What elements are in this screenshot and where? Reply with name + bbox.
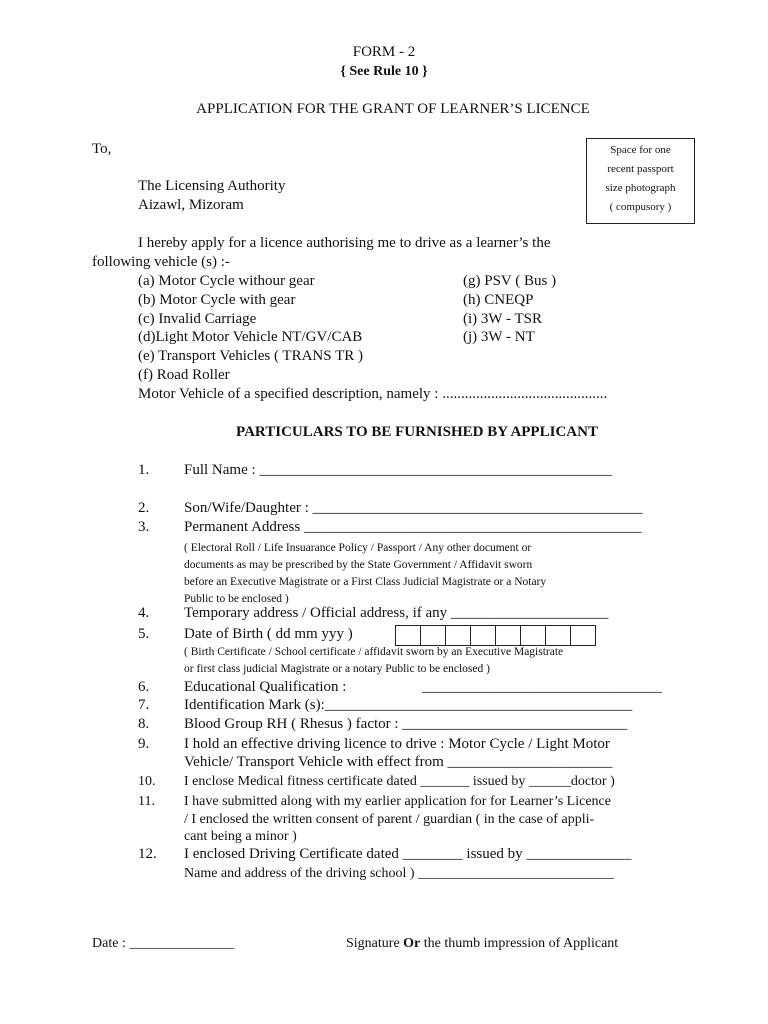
vehicle-class-item: (g) PSV ( Bus ): [463, 273, 557, 289]
signature-label: Signature: [346, 936, 404, 951]
signature-label: the thumb impression of Applicant: [420, 936, 619, 951]
item-number: 1.: [138, 462, 150, 478]
vehicle-class-item: (f) Road Roller: [138, 367, 230, 383]
section-title: PARTICULARS TO BE FURNISHED BY APPLICANT: [236, 424, 598, 440]
driving-certificate-field[interactable]: I enclosed Driving Certificate dated ________ issued by ______________: [184, 846, 632, 862]
item-number: 5.: [138, 626, 150, 642]
photo-placeholder-box: [586, 138, 695, 224]
item-number: 9.: [138, 736, 150, 752]
blood-group-field[interactable]: Blood Group RH ( Rhesus ) factor : ______________________________: [184, 716, 628, 732]
education-field[interactable]: ________________________________: [422, 679, 662, 695]
item-number: 7.: [138, 697, 150, 713]
vehicle-class-item: (d)Light Motor Vehicle NT/GV/CAB: [138, 329, 363, 345]
dob-digit-box[interactable]: [420, 625, 446, 646]
item-number: 11.: [138, 794, 155, 809]
earlier-application-text: I have submitted along with my earlier application for for Learner’s Licence: [184, 794, 611, 809]
date-field[interactable]: Date : _______________: [92, 936, 235, 951]
vehicle-class-item: (i) 3W - TSR: [463, 311, 543, 327]
item-number: 10.: [138, 774, 156, 789]
identification-mark-field[interactable]: Identification Mark (s):_________________________________________: [184, 697, 633, 713]
date-of-birth-boxes[interactable]: [395, 625, 595, 646]
vehicle-class-item: (j) 3W - NT: [463, 329, 535, 345]
item-note: ( Birth Certificate / School certificate / affidavit sworn by an Executive Magistrate: [184, 646, 564, 658]
dob-digit-box[interactable]: [570, 625, 596, 646]
item-note: documents as may be prescribed by the State Government / Affidavit sworn: [184, 559, 533, 571]
authority-location: Aizawl, Mizoram: [138, 197, 244, 213]
medical-certificate-field[interactable]: I enclose Medical fitness certificate dated _______ issued by ______doctor ): [184, 774, 615, 789]
dob-digit-box[interactable]: [445, 625, 471, 646]
form-title: APPLICATION FOR THE GRANT OF LEARNER’S LICENCE: [196, 101, 590, 117]
dob-digit-box[interactable]: [395, 625, 421, 646]
item-number: 2.: [138, 500, 150, 516]
item-note: or first class judicial Magistrate or a notary Public to be enclosed ): [184, 663, 490, 675]
item-note: Public to be enclosed ): [184, 593, 289, 605]
item-note: ( Electoral Roll / Life Insuarance Policy / Passport / Any other document or: [184, 542, 532, 554]
item-number: 8.: [138, 716, 150, 732]
vehicle-class-item: (e) Transport Vehicles ( TRANS TR ): [138, 348, 363, 364]
driving-school-field[interactable]: Name and address of the driving school ) ____________________________: [184, 866, 615, 881]
intro-text: I hereby apply for a licence authorising me to drive as a learner’s the: [138, 235, 551, 251]
item-number: 3.: [138, 519, 150, 535]
item-number: 12.: [138, 846, 157, 862]
photo-box-line: recent passport: [607, 163, 674, 175]
date-of-birth-label: Date of Birth ( dd mm yyy ): [184, 626, 353, 642]
vehicle-class-item: (b) Motor Cycle with gear: [138, 292, 296, 308]
photo-box-line: ( compusory ): [609, 201, 672, 213]
education-label: Educational Qualification :: [184, 679, 347, 695]
salutation: To,: [92, 141, 112, 157]
photo-box-line: Space for one: [610, 144, 671, 156]
signature-or: Or: [403, 936, 421, 951]
rule-reference: { See Rule 10 }: [340, 64, 428, 79]
full-name-field[interactable]: Full Name : _______________________________________________: [184, 462, 612, 478]
earlier-application-text: / I enclosed the written consent of parent / guardian ( in the case of appli-: [184, 812, 595, 827]
relation-field[interactable]: Son/Wife/Daughter : ____________________________________________: [184, 500, 643, 516]
licence-effect-field[interactable]: Vehicle/ Transport Vehicle with effect from ______________________: [184, 754, 613, 770]
item-number: 4.: [138, 605, 150, 621]
photo-box-line: size photograph: [605, 182, 676, 194]
authority-name: The Licensing Authority: [138, 178, 286, 194]
temporary-address-field[interactable]: Temporary address / Official address, if any _____________________: [184, 605, 609, 621]
specified-vehicle-line: Motor Vehicle of a specified description, namely : ............................................: [138, 386, 608, 402]
dob-digit-box[interactable]: [545, 625, 571, 646]
intro-text: following vehicle (s) :-: [92, 254, 230, 270]
permanent-address-field[interactable]: Permanent Address _____________________________________________: [184, 519, 642, 535]
vehicle-class-item: (a) Motor Cycle withour gear: [138, 273, 315, 289]
dob-digit-box[interactable]: [470, 625, 496, 646]
signature-line: [346, 936, 618, 952]
earlier-application-text: cant being a minor ): [184, 829, 297, 844]
form-number: FORM - 2: [352, 44, 416, 60]
item-number: 6.: [138, 679, 150, 695]
vehicle-class-item: (h) CNEQP: [463, 292, 534, 308]
driving-licence-text: I hold an effective driving licence to drive : Motor Cycle / Light Motor: [184, 736, 610, 752]
dob-digit-box[interactable]: [520, 625, 546, 646]
item-note: before an Executive Magistrate or a First Class Judicial Magistrate or a Notary: [184, 576, 547, 588]
vehicle-class-item: (c) Invalid Carriage: [138, 311, 257, 327]
dob-digit-box[interactable]: [495, 625, 521, 646]
